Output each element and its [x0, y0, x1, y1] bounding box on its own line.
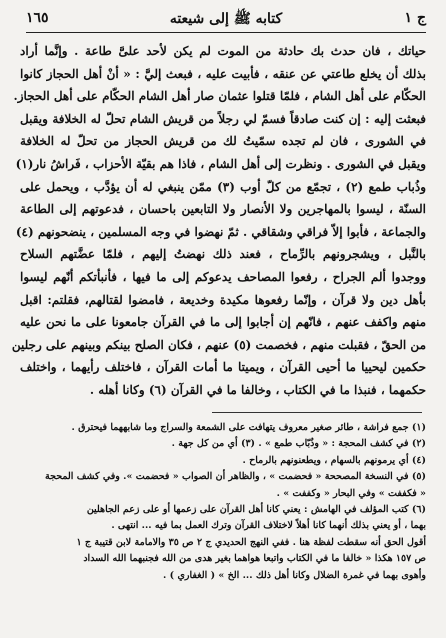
text-line: ويقبل في الشورى . ونظرت إلى أهل الشام ، فاذا هم بقيّة الأحزاب ، فَراشُ نار(١)	[15, 156, 426, 171]
text-line: والجماعة ، فأبوا إلاّ فراقي وشقاقي . ثمّ نهضوا في وجه المسلمين ، ينضحونهم (٤)	[15, 224, 426, 239]
footnote-line: (٥) في النسخة المصححة « فحضمت » ، والظاهر أن الصواب « فحضمت ». وفي كشف المحجة	[45, 471, 426, 483]
text-line: حياتك ، فان حدث بك حادثة من الموت لم يكن لأحد علىَّ طاعة . وإنَّما أراد	[20, 44, 426, 58]
footnote-divider	[212, 412, 422, 413]
volume-label: ج ١	[404, 10, 426, 26]
text-line: ووجدوا ألم الجراح ، رفعوا المصاحف يدعوكم إلى ما فيها ، فأنبأتكم أنّهم ليسوا	[20, 269, 426, 284]
footnotes	[22, 420, 426, 584]
text-line: بذلك أن يخلع طاعتي عن عنقه ، فأبيت عليه ، فبعث إليَّ : « أنْ أهل الحجاز كانوا	[20, 66, 426, 81]
footnote-line: (٢) في كشف المحجة : « وذُبّاب طمع » . (٣) أي من كل جهة .	[171, 438, 426, 450]
footnote-line: (٤) أي يرمونهم بالسهام ، ويطعنونهم بالرماح .	[242, 454, 426, 466]
text-line: السنّة ، ليسوا بالمهاجرين ولا الأنصار ولا التابعين باحسان ، فدعوتهم إلى الطاعة	[20, 202, 426, 217]
text-line: منهم واكفف عنهم ، فانّهم إن أجابوا إلى ما في القرآن جامعونا على ما نحن عليه	[20, 315, 426, 330]
text-line: في الشورى ، فان لم تجده سمّيتُ لك من قريش الحجاز من تحلّ له الخلافة	[20, 134, 426, 149]
page-number: ١٦٥	[26, 10, 49, 26]
footnote-line: بهما ، أو يعني بذلك أنهما كانا أهلاً لاختلاف القرآن وترك العمل بما فيه ... انتهى .	[111, 520, 426, 532]
text-line: من الحقّ ، فقبلت منهم ، فخصمت (٥) عنهم ، فكان الصلح بينكم وبينهم على رجلين	[11, 337, 426, 352]
text-line: بالنَّبل ، ويشجرونهم بالرِّماح ، فعند ذلك نهضتُ إليهم ، فلمّا عضَّتهم السلاح	[20, 247, 426, 262]
footnote-line: (٦) كتب المؤلف في الهامش : يعني كانا أهل القرآن على زعمها أو على زعم الجاهلين	[86, 504, 426, 516]
text-line: بأهل دين ولا قرآن ، وإنّما رفعوها مكيدة وخديعة ، فامضوا لقتالهم، فقلتم: اقبل	[20, 292, 426, 307]
text-line: وذُباب طمع (٢) ، تجمّع من كلّ أوب (٣) ممّن ينبغي له أن يؤدَّب ، ويحمل على	[20, 179, 427, 194]
text-line: حكمهما ، فنبذا ما في الكتاب ، وخالفا ما في القرآن (٦) وكانا أهله .	[89, 382, 426, 397]
text-line: الحكّام على أهل الشام ، فلمّا قتلوا عثمان صار أهل الشام الحكّام على أهل الحجاز.	[13, 89, 426, 104]
page-header	[26, 8, 426, 33]
footnote-line: (١) جمع فراشة ، طائر صغير معروف يتهافت على الشمعة والسراج وما شابههما فيحترق .	[71, 422, 426, 433]
footnote-line: ص ١٥٧ هكذا « خالفا ما في الكتاب واتبعا هواهما بغير هدى من الله فجنبهما الله السداد	[83, 553, 426, 565]
text-line: حكمين ليحييا ما أحيى القرآن ، ويميتا ما أمات القرآن ، فاختلف رأيهما ، واختلف	[20, 360, 426, 375]
main-text	[11, 40, 427, 402]
running-title: كتابه ﷺ إلى شيعته	[169, 11, 283, 27]
text-line: فبعثت إليه : إن كنت صادقاً فسمّ لي رجلاً من قريش الشام تحلّ له الخلافة ويقبل	[20, 111, 426, 126]
footnote-line: وأهوى بهما في غمرة الضلال وكانا أهل ذلك ... الخ » ( الغفاري ) .	[163, 569, 426, 581]
footnote-line: « فكففت » وفي البحار « وكففت » .	[276, 487, 426, 499]
footnote-line: أقول الحق أنه سقطت لفظة هنا . ففي النهج الحديدي ج ٢ ص ٣٥ والامامة لابن قتيبة ج ١	[76, 536, 426, 548]
